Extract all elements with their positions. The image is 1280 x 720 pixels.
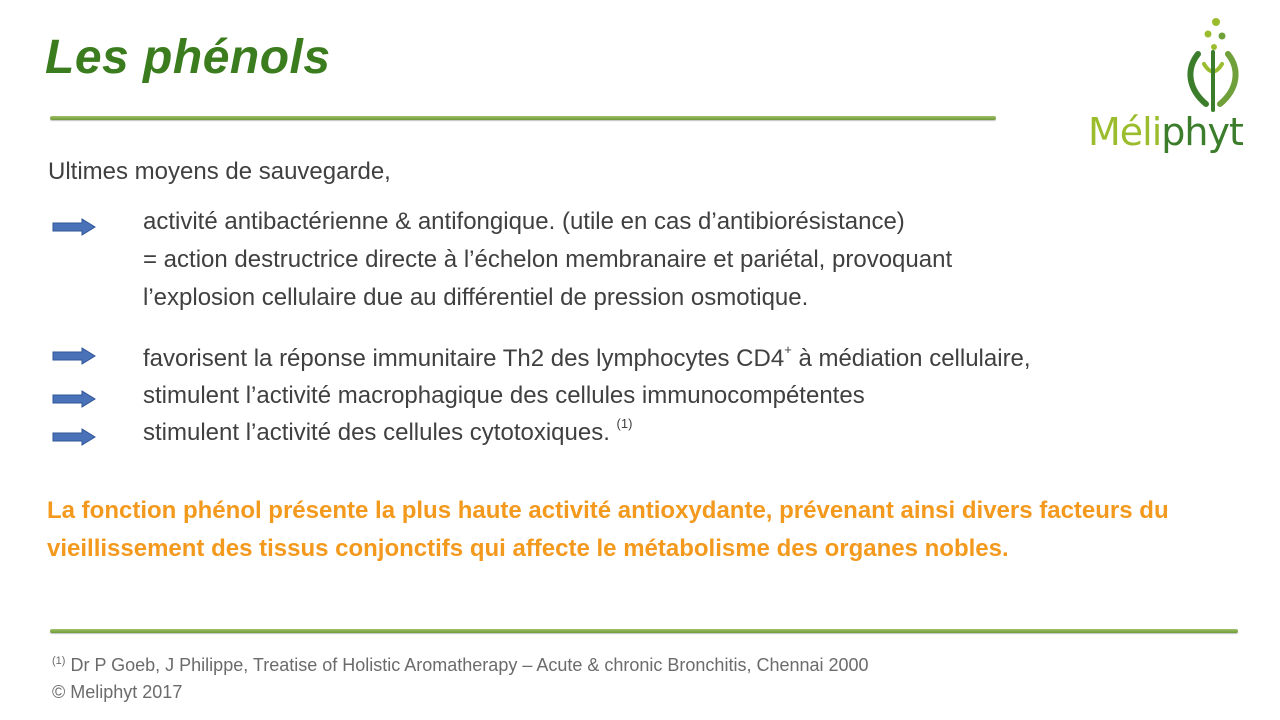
arrow-right-icon [52, 428, 96, 446]
footnote [52, 652, 869, 706]
immune-block [143, 340, 1031, 451]
block1-line3: l’explosion cellulaire due au différentiel de pression osmotique. [143, 284, 809, 311]
arrow-right-icon [52, 347, 96, 365]
citation-text: Dr P Goeb, J Philippe, Treatise of Holistic Aromatherapy – Acute & chronic Bronchitis, Chennai 2000 [65, 655, 869, 675]
plant-icon [1178, 14, 1248, 114]
cd4-superscript: + [784, 342, 792, 357]
block2-line1-b: à médiation cellulaire, [791, 345, 1031, 372]
meliphyt-logo [1088, 14, 1268, 154]
logo-wordmark [1088, 110, 1243, 154]
highlight-statement: La fonction phénol présente la plus haute activité antioxydante, prévenant ainsi divers facteurs du vieillissement des tissus conjonctifs qui affecte le métabolisme des organes nobles. [47, 497, 1169, 562]
footer-divider [50, 629, 1238, 633]
block2-line2: stimulent l’activité macrophagique des cellules immunocompétentes [143, 382, 865, 409]
slide-title: Les phénols [45, 31, 331, 84]
intro-text: Ultimes moyens de sauvegarde, [48, 158, 391, 185]
logo-text-meli: Méli [1088, 110, 1162, 154]
block2-line3-text: stimulent l’activité des cellules cytotoxiques. [143, 419, 617, 446]
arrow-right-icon [52, 390, 96, 408]
block2-line1-a: favorisent la réponse immunitaire Th2 des lymphocytes CD4 [143, 345, 785, 372]
arrow-right-icon [52, 218, 96, 236]
block2-line1 [143, 340, 1031, 377]
block2-line3 [143, 414, 1031, 451]
block1-line2: = action destructrice directe à l’échelon membranaire et pariétal, provoquant [143, 246, 953, 273]
block1-line1: activité antibactérienne & antifongique. (utile en cas d’antibiorésistance) [143, 208, 905, 235]
title-divider [50, 116, 996, 120]
citation-ref: (1) [52, 655, 66, 667]
copyright: © Meliphyt 2017 [52, 682, 183, 702]
citation [52, 652, 869, 679]
reference-marker: (1) [616, 416, 633, 431]
logo-text-phyt: phyt [1161, 110, 1243, 154]
antibacterial-block [143, 203, 952, 317]
